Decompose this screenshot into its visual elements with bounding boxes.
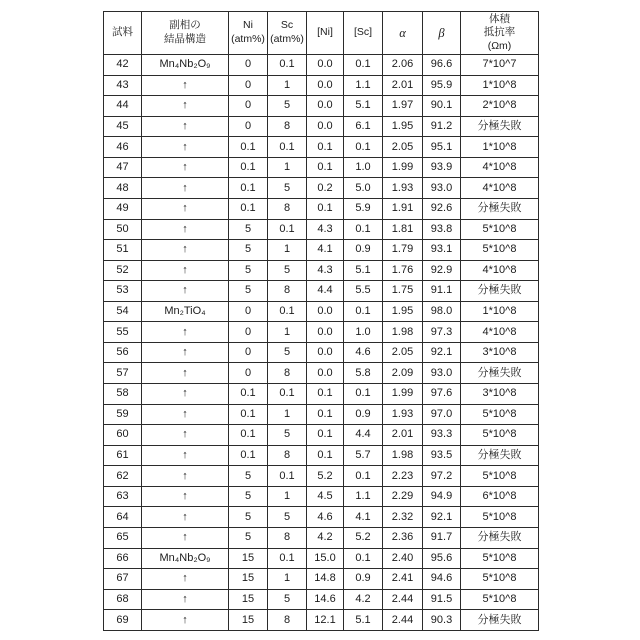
table-cell: 6*10^8	[461, 486, 539, 507]
table-cell: 1	[268, 240, 307, 261]
table-cell: 93.1	[423, 240, 461, 261]
table-row	[104, 75, 539, 96]
table-cell: 0.1	[268, 548, 307, 569]
table-cell: 0.9	[344, 404, 383, 425]
table-cell: ↑	[142, 445, 229, 466]
table-cell: 1.79	[383, 240, 423, 261]
column-header-4: [Ni]	[307, 12, 344, 55]
table-cell: 15	[229, 610, 268, 631]
table-cell: 46	[104, 137, 142, 158]
table-cell: ↑	[142, 527, 229, 548]
table-cell: 2.05	[383, 342, 423, 363]
table-cell: 15	[229, 548, 268, 569]
table-cell: 5*10^8	[461, 466, 539, 487]
table-cell: 65	[104, 527, 142, 548]
table-cell: 0.1	[307, 445, 344, 466]
table-cell: 0.0	[307, 75, 344, 96]
table-row	[104, 322, 539, 343]
table-cell: 5*10^8	[461, 240, 539, 261]
table-row	[104, 198, 539, 219]
table-cell: 8	[268, 281, 307, 302]
table-cell: ↑	[142, 342, 229, 363]
table-cell: 2.05	[383, 137, 423, 158]
table-cell: ↑	[142, 219, 229, 240]
table-cell: 0	[229, 322, 268, 343]
table-cell: 5	[268, 342, 307, 363]
table-cell: 52	[104, 260, 142, 281]
table-cell: 91.5	[423, 589, 461, 610]
table-cell: 91.2	[423, 116, 461, 137]
table-cell: 0	[229, 363, 268, 384]
table-cell: 5	[229, 466, 268, 487]
table-row	[104, 486, 539, 507]
table-cell: 0.0	[307, 322, 344, 343]
table-cell: ↑	[142, 610, 229, 631]
table-row	[104, 445, 539, 466]
table-row	[104, 157, 539, 178]
table-cell: 8	[268, 445, 307, 466]
table-cell: ↑	[142, 178, 229, 199]
table-cell: 1	[268, 486, 307, 507]
table-cell: 47	[104, 157, 142, 178]
table-cell: 2.44	[383, 589, 423, 610]
table-cell: 4.5	[307, 486, 344, 507]
table-cell: ↑	[142, 157, 229, 178]
table-cell: ↑	[142, 322, 229, 343]
table-cell: 92.9	[423, 260, 461, 281]
table-row	[104, 610, 539, 631]
table-cell: 1.93	[383, 404, 423, 425]
table-cell: 1.0	[344, 157, 383, 178]
table-cell: 2*10^8	[461, 96, 539, 117]
table-cell: 5*10^8	[461, 404, 539, 425]
table-row	[104, 363, 539, 384]
column-header-2: Ni (atm%)	[229, 12, 268, 55]
table-cell: 1.95	[383, 116, 423, 137]
table-cell: Mn₂TiO₄	[142, 301, 229, 322]
table-cell: 4.4	[307, 281, 344, 302]
table-row	[104, 548, 539, 569]
table-cell: 1.0	[344, 322, 383, 343]
table-cell: 97.3	[423, 322, 461, 343]
table-row	[104, 466, 539, 487]
table-cell: 8	[268, 198, 307, 219]
table-cell: ↑	[142, 363, 229, 384]
table-cell: 4.3	[307, 219, 344, 240]
table-cell: ↑	[142, 589, 229, 610]
table-cell: 98.0	[423, 301, 461, 322]
table-cell: 0.1	[229, 425, 268, 446]
table-cell: 1.99	[383, 157, 423, 178]
table-body	[104, 55, 539, 631]
table-cell: 5	[268, 178, 307, 199]
table-row	[104, 342, 539, 363]
table-cell: 56	[104, 342, 142, 363]
table-cell: 4*10^8	[461, 178, 539, 199]
table-cell: 0.1	[268, 137, 307, 158]
table-cell: 0.1	[344, 55, 383, 76]
table-cell: 0.1	[229, 178, 268, 199]
table-cell: 2.41	[383, 569, 423, 590]
table-cell: ↑	[142, 281, 229, 302]
table-cell: 67	[104, 569, 142, 590]
table-cell: 0.9	[344, 240, 383, 261]
table-cell: 分極失敗	[461, 198, 539, 219]
column-header-5: [Sc]	[344, 12, 383, 55]
table-cell: ↑	[142, 569, 229, 590]
table-cell: 2.06	[383, 55, 423, 76]
table-row	[104, 425, 539, 446]
table-row	[104, 507, 539, 528]
table-cell: 0.0	[307, 363, 344, 384]
table-cell: 0.1	[229, 404, 268, 425]
table-cell: 3*10^8	[461, 384, 539, 405]
table-cell: 1.76	[383, 260, 423, 281]
table-cell: 5.1	[344, 96, 383, 117]
table-cell: 0.1	[229, 137, 268, 158]
table-cell: 5*10^8	[461, 219, 539, 240]
table-cell: 2.01	[383, 75, 423, 96]
table-cell: 53	[104, 281, 142, 302]
table-cell: 5*10^8	[461, 569, 539, 590]
table-cell: 0	[229, 301, 268, 322]
table-cell: ↑	[142, 96, 229, 117]
table-cell: 48	[104, 178, 142, 199]
table-cell: 0.1	[344, 301, 383, 322]
table-cell: 60	[104, 425, 142, 446]
table-cell: 8	[268, 527, 307, 548]
table-cell: 0.1	[229, 384, 268, 405]
table-cell: 分極失敗	[461, 445, 539, 466]
table-cell: 8	[268, 610, 307, 631]
table-cell: 0.1	[268, 219, 307, 240]
table-cell: ↑	[142, 507, 229, 528]
table-cell: 0	[229, 116, 268, 137]
table-cell: 2.32	[383, 507, 423, 528]
table-cell: 0.1	[229, 157, 268, 178]
table-cell: 5	[229, 219, 268, 240]
table-cell: 0.9	[344, 569, 383, 590]
table-cell: 1	[268, 75, 307, 96]
table-cell: 5*10^8	[461, 548, 539, 569]
table-cell: 44	[104, 96, 142, 117]
table-cell: 15	[229, 589, 268, 610]
table-cell: 69	[104, 610, 142, 631]
table-cell: 2.23	[383, 466, 423, 487]
table-cell: 1*10^8	[461, 137, 539, 158]
table-cell: 92.1	[423, 342, 461, 363]
table-cell: 5.2	[307, 466, 344, 487]
table-cell: 97.6	[423, 384, 461, 405]
table-cell: 90.1	[423, 96, 461, 117]
table-cell: 0.1	[307, 425, 344, 446]
table-cell: 93.0	[423, 178, 461, 199]
table-cell: ↑	[142, 198, 229, 219]
table-cell: 8	[268, 116, 307, 137]
table-cell: 5.9	[344, 198, 383, 219]
table-cell: 95.6	[423, 548, 461, 569]
table-row	[104, 527, 539, 548]
table-cell: 95.9	[423, 75, 461, 96]
table-cell: 91.7	[423, 527, 461, 548]
table-cell: 93.3	[423, 425, 461, 446]
table-cell: 61	[104, 445, 142, 466]
table-cell: 1	[268, 569, 307, 590]
table-cell: 0.1	[268, 301, 307, 322]
table-cell: 1.81	[383, 219, 423, 240]
table-cell: 分極失敗	[461, 116, 539, 137]
table-cell: 54	[104, 301, 142, 322]
table-cell: ↑	[142, 486, 229, 507]
table-cell: 0.1	[344, 219, 383, 240]
table-row	[104, 301, 539, 322]
table-cell: 1.95	[383, 301, 423, 322]
table-cell: ↑	[142, 116, 229, 137]
table-cell: 0.1	[307, 384, 344, 405]
table-row	[104, 178, 539, 199]
table-cell: 97.0	[423, 404, 461, 425]
column-header-1: 副相の 結晶構造	[142, 12, 229, 55]
table-cell: 分極失敗	[461, 527, 539, 548]
table-cell: 5.7	[344, 445, 383, 466]
table-cell: 1.1	[344, 75, 383, 96]
table-cell: 5.1	[344, 260, 383, 281]
table-cell: 0.1	[307, 198, 344, 219]
table-row	[104, 219, 539, 240]
table-cell: 95.1	[423, 137, 461, 158]
table-cell: 68	[104, 589, 142, 610]
table-row	[104, 404, 539, 425]
table-cell: 1.75	[383, 281, 423, 302]
table-cell: 15.0	[307, 548, 344, 569]
table-cell: ↑	[142, 425, 229, 446]
table-cell: 45	[104, 116, 142, 137]
table-cell: 50	[104, 219, 142, 240]
column-header-7: β	[423, 12, 461, 55]
table-cell: 0	[229, 96, 268, 117]
table-cell: ↑	[142, 404, 229, 425]
table-cell: 93.8	[423, 219, 461, 240]
table-cell: 5.2	[344, 527, 383, 548]
table-cell: 4.6	[307, 507, 344, 528]
table-cell: 3*10^8	[461, 342, 539, 363]
table-cell: 5	[229, 486, 268, 507]
table-cell: 2.36	[383, 527, 423, 548]
table-cell: 5*10^8	[461, 589, 539, 610]
table-row	[104, 96, 539, 117]
table-cell: 1*10^8	[461, 75, 539, 96]
table-cell: 55	[104, 322, 142, 343]
table-cell: 51	[104, 240, 142, 261]
table-cell: 0.1	[307, 137, 344, 158]
table-cell: 1.91	[383, 198, 423, 219]
column-header-3: Sc (atm%)	[268, 12, 307, 55]
table-cell: 5	[229, 281, 268, 302]
table-cell: 0.0	[307, 116, 344, 137]
table-row	[104, 116, 539, 137]
table-cell: 5	[229, 240, 268, 261]
table-cell: 91.1	[423, 281, 461, 302]
table-cell: 4*10^8	[461, 260, 539, 281]
table-cell: 5.8	[344, 363, 383, 384]
table-cell: 5.0	[344, 178, 383, 199]
table-cell: Mn₄Nb₂O₉	[142, 548, 229, 569]
table-cell: 93.9	[423, 157, 461, 178]
table-cell: 97.2	[423, 466, 461, 487]
table-cell: 分極失敗	[461, 363, 539, 384]
table-cell: 0.0	[307, 96, 344, 117]
table-cell: 1.98	[383, 445, 423, 466]
table-cell: 5	[229, 260, 268, 281]
table-cell: 0	[229, 75, 268, 96]
table-cell: 2.29	[383, 486, 423, 507]
table-cell: 92.6	[423, 198, 461, 219]
table-row	[104, 137, 539, 158]
table-cell: 90.3	[423, 610, 461, 631]
table-cell: 4.1	[344, 507, 383, 528]
table-cell: 5	[268, 260, 307, 281]
table-cell: 63	[104, 486, 142, 507]
header-row	[104, 12, 539, 55]
table-cell: 7*10^7	[461, 55, 539, 76]
table-cell: 1*10^8	[461, 301, 539, 322]
table-cell: 0.1	[307, 157, 344, 178]
table-row	[104, 281, 539, 302]
table-cell: 0.1	[344, 137, 383, 158]
table-cell: 0.1	[268, 55, 307, 76]
table-cell: 5	[268, 96, 307, 117]
table-cell: 分極失敗	[461, 610, 539, 631]
table-cell: 4*10^8	[461, 322, 539, 343]
table-cell: 1.98	[383, 322, 423, 343]
table-cell: ↑	[142, 260, 229, 281]
table-row	[104, 569, 539, 590]
table-cell: 0.0	[307, 342, 344, 363]
table-cell: 4.6	[344, 342, 383, 363]
table-cell: 4*10^8	[461, 157, 539, 178]
sample-properties-table	[103, 11, 539, 631]
table-cell: 15	[229, 569, 268, 590]
table-cell: 4.3	[307, 260, 344, 281]
table-cell: 0.1	[229, 445, 268, 466]
table-cell: 5	[268, 589, 307, 610]
table-cell: 1	[268, 322, 307, 343]
table-cell: ↑	[142, 384, 229, 405]
table-cell: 64	[104, 507, 142, 528]
table-cell: 0.1	[268, 466, 307, 487]
table-cell: 57	[104, 363, 142, 384]
table-row	[104, 589, 539, 610]
table-cell: 0.0	[307, 55, 344, 76]
table-cell: 5.5	[344, 281, 383, 302]
table-cell: ↑	[142, 466, 229, 487]
table-cell: 58	[104, 384, 142, 405]
table-cell: 0.2	[307, 178, 344, 199]
table-cell: 1	[268, 404, 307, 425]
table-cell: 1	[268, 157, 307, 178]
table-cell: 0	[229, 55, 268, 76]
table-cell: 62	[104, 466, 142, 487]
table-cell: 0.1	[344, 548, 383, 569]
table-cell: ↑	[142, 137, 229, 158]
table-cell: 0	[229, 342, 268, 363]
table-cell: 94.9	[423, 486, 461, 507]
table-cell: 8	[268, 363, 307, 384]
table-cell: 12.1	[307, 610, 344, 631]
table-cell: 96.6	[423, 55, 461, 76]
table-cell: 92.1	[423, 507, 461, 528]
table-cell: ↑	[142, 240, 229, 261]
table-cell: ↑	[142, 75, 229, 96]
table-cell: 94.6	[423, 569, 461, 590]
table-cell: 4.2	[344, 589, 383, 610]
table-row	[104, 55, 539, 76]
table-row	[104, 384, 539, 405]
table-cell: 5	[268, 425, 307, 446]
table-cell: 2.40	[383, 548, 423, 569]
table-cell: 42	[104, 55, 142, 76]
table-cell: 4.2	[307, 527, 344, 548]
table-cell: 0.0	[307, 301, 344, 322]
table-cell: 0.1	[307, 404, 344, 425]
table-cell: 2.44	[383, 610, 423, 631]
table-cell: 5.1	[344, 610, 383, 631]
table-cell: 43	[104, 75, 142, 96]
table-cell: 14.8	[307, 569, 344, 590]
table-cell: 分極失敗	[461, 281, 539, 302]
column-header-8: 体積 抵抗率 (Ωm)	[461, 12, 539, 55]
table-row	[104, 240, 539, 261]
table-cell: 93.0	[423, 363, 461, 384]
table-cell: 1.97	[383, 96, 423, 117]
column-header-6: α	[383, 12, 423, 55]
table-cell: 5*10^8	[461, 425, 539, 446]
table-cell: 49	[104, 198, 142, 219]
table-cell: 6.1	[344, 116, 383, 137]
table-cell: 1.93	[383, 178, 423, 199]
table-cell: 1.99	[383, 384, 423, 405]
table-cell: 2.01	[383, 425, 423, 446]
table-cell: 0.1	[344, 466, 383, 487]
table-cell: Mn₄Nb₂O₉	[142, 55, 229, 76]
table-cell: 4.1	[307, 240, 344, 261]
table-cell: 5	[229, 527, 268, 548]
column-header-0: 試料	[104, 12, 142, 55]
table-cell: 0.1	[229, 198, 268, 219]
table-cell: 59	[104, 404, 142, 425]
table-row	[104, 260, 539, 281]
table-cell: 5	[229, 507, 268, 528]
table-cell: 93.5	[423, 445, 461, 466]
table-cell: 5*10^8	[461, 507, 539, 528]
table-cell: 2.09	[383, 363, 423, 384]
table-cell: 66	[104, 548, 142, 569]
table-cell: 0.1	[344, 384, 383, 405]
table-cell: 0.1	[268, 384, 307, 405]
table-cell: 1.1	[344, 486, 383, 507]
table-cell: 4.4	[344, 425, 383, 446]
table-cell: 14.6	[307, 589, 344, 610]
table-cell: 5	[268, 507, 307, 528]
